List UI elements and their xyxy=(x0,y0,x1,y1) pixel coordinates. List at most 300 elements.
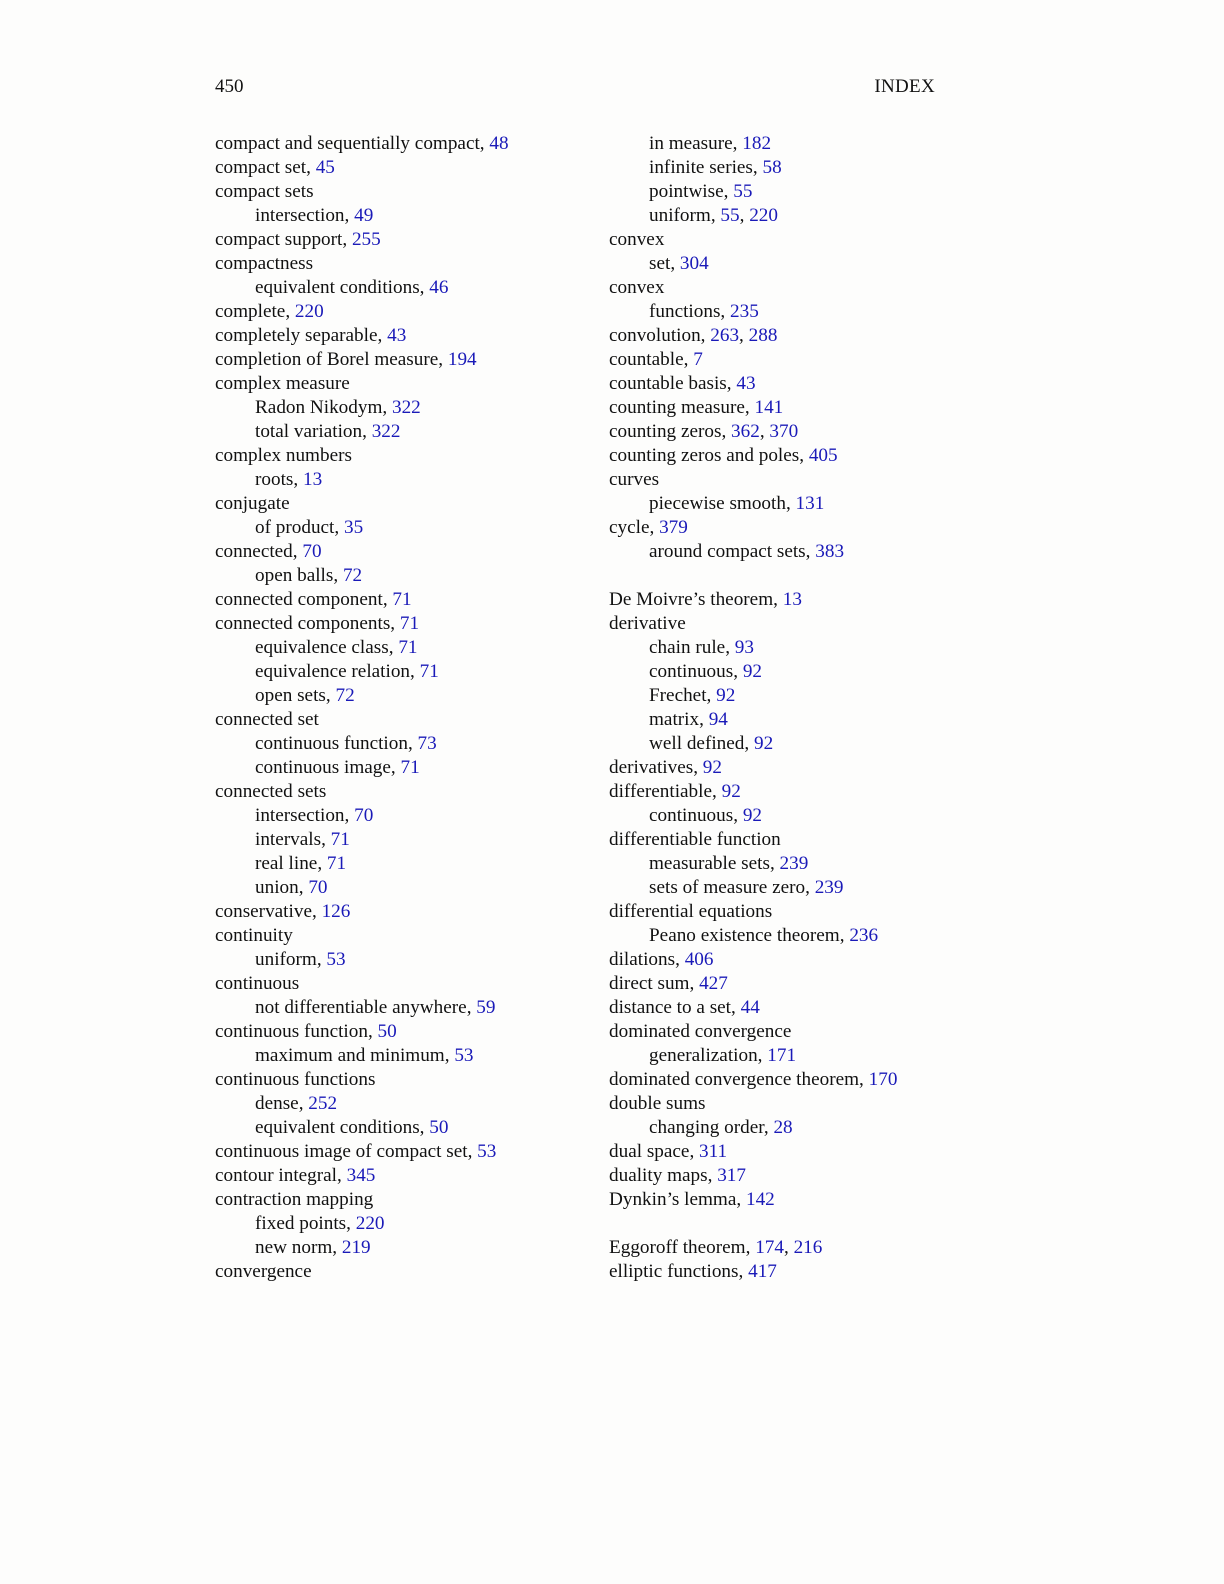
index-term: set xyxy=(649,253,671,274)
page-link[interactable]: 13 xyxy=(782,589,802,610)
index-subentry xyxy=(609,300,999,324)
page-refs: , 417 xyxy=(738,1261,777,1282)
page-link[interactable]: 220 xyxy=(294,301,324,322)
index-entry xyxy=(609,324,999,348)
page-link[interactable]: 43 xyxy=(387,325,407,346)
page-link[interactable]: 194 xyxy=(447,349,477,370)
index-entry xyxy=(215,1068,605,1092)
index-term: compactness xyxy=(215,253,314,274)
index-subentry xyxy=(609,708,999,732)
index-entry xyxy=(609,1020,999,1044)
index-entry xyxy=(609,588,999,612)
index-entry xyxy=(215,924,605,948)
index-term: convex xyxy=(609,277,665,298)
page-refs: , 71 xyxy=(382,589,412,610)
index-term: distance to a set xyxy=(609,997,732,1018)
page-link[interactable]: 131 xyxy=(795,493,825,514)
index-term: uniform xyxy=(649,205,711,226)
page-link[interactable]: 417 xyxy=(748,1261,777,1282)
page-link[interactable]: 405 xyxy=(808,445,838,466)
page-refs: , 70 xyxy=(344,805,374,826)
page-refs: , 94 xyxy=(699,709,728,730)
page-link[interactable]: 142 xyxy=(745,1189,775,1210)
index-term: completion of Borel measure xyxy=(215,349,439,370)
page-link[interactable]: 252 xyxy=(308,1093,338,1114)
page-link[interactable]: 35 xyxy=(344,517,364,538)
page-link[interactable]: 362 xyxy=(731,421,760,442)
page-refs: , 43 xyxy=(726,373,756,394)
index-entry xyxy=(609,372,999,396)
index-subentry xyxy=(215,1044,605,1068)
index-entry xyxy=(215,708,605,732)
index-term: elliptic functions xyxy=(609,1261,739,1282)
index-term: curves xyxy=(609,469,660,490)
index-subentry xyxy=(609,204,999,228)
page-refs: , 59 xyxy=(466,997,496,1018)
index-subentry xyxy=(215,1116,605,1140)
page-link[interactable]: 70 xyxy=(308,877,328,898)
page-link[interactable]: 53 xyxy=(326,949,346,970)
page-refs: , 427 xyxy=(689,973,728,994)
index-subentry xyxy=(215,756,605,780)
page-refs: , 45 xyxy=(306,157,335,178)
page-link[interactable]: 7 xyxy=(693,349,703,370)
index-term: compact and sequentially compact xyxy=(215,133,480,154)
index-term: open balls xyxy=(255,565,334,586)
index-subentry xyxy=(215,684,605,708)
index-term: countable basis xyxy=(609,373,727,394)
index-term: convolution xyxy=(609,325,701,346)
index-entry xyxy=(609,420,999,444)
index-entry xyxy=(215,1020,605,1044)
page-refs: , 73 xyxy=(407,733,437,754)
page-link[interactable]: 71 xyxy=(398,637,418,658)
page-link[interactable]: 220 xyxy=(355,1213,385,1234)
page-refs: , 71 xyxy=(390,613,420,634)
page-link[interactable]: 141 xyxy=(754,397,784,418)
index-term: De Moivre’s theorem xyxy=(609,589,774,610)
index-entry xyxy=(215,324,605,348)
index-term: continuous functions xyxy=(215,1069,376,1090)
index-entry xyxy=(609,1260,999,1284)
index-term: of product xyxy=(255,517,335,538)
index-subentry xyxy=(215,804,605,828)
page-refs: , 72 xyxy=(325,685,355,706)
page-refs: , 322 xyxy=(362,421,401,442)
page-refs: , 142 xyxy=(736,1189,775,1210)
page-refs: , 72 xyxy=(333,565,363,586)
index-term: intervals xyxy=(255,829,322,850)
index-term: equivalence relation xyxy=(255,661,411,682)
page-link[interactable]: 13 xyxy=(302,469,323,490)
page-link[interactable]: 58 xyxy=(762,157,782,178)
page-link[interactable]: 235 xyxy=(730,301,759,322)
page-refs: , 58 xyxy=(752,157,782,178)
page-link[interactable]: 345 xyxy=(346,1165,376,1186)
index-subentry xyxy=(609,180,999,204)
index-subentry xyxy=(215,1092,605,1116)
index-term: uniform xyxy=(255,949,317,970)
index-subentry xyxy=(215,996,605,1020)
page-link[interactable]: 72 xyxy=(342,565,363,586)
index-term: direct sum xyxy=(609,973,690,994)
page-refs: , 71 xyxy=(390,757,420,778)
page-refs: , 362, 370 xyxy=(721,421,799,442)
page-link[interactable]: 55 xyxy=(733,181,753,202)
index-term: changing order xyxy=(649,1117,764,1138)
index-term: contour integral xyxy=(215,1165,338,1186)
page-link[interactable]: 219 xyxy=(341,1237,371,1258)
index-term: completely separable xyxy=(215,325,378,346)
index-entry xyxy=(215,372,605,396)
page-refs: , 236 xyxy=(839,925,879,946)
index-entry xyxy=(609,444,999,468)
index-term: dominated convergence theorem xyxy=(609,1069,860,1090)
index-entry xyxy=(609,780,999,804)
page-link[interactable]: 170 xyxy=(868,1069,898,1090)
index-term: generalization xyxy=(649,1045,758,1066)
page-refs: , 92 xyxy=(733,805,762,826)
index-subentry xyxy=(609,852,999,876)
index-subentry xyxy=(215,276,605,300)
page-link[interactable]: 427 xyxy=(699,973,728,994)
index-subentry xyxy=(609,924,999,948)
index-entry xyxy=(609,948,999,972)
page-refs: , 235 xyxy=(720,301,759,322)
index-subentry xyxy=(609,732,999,756)
index-term: real line xyxy=(255,853,318,874)
index-term: equivalent conditions xyxy=(255,1117,420,1138)
index-term: functions xyxy=(649,301,721,322)
page-link[interactable]: 304 xyxy=(679,253,709,274)
page-link[interactable]: 126 xyxy=(321,901,351,922)
page-refs: , 174, 216 xyxy=(745,1237,823,1258)
index-term: double sums xyxy=(609,1093,706,1114)
index-entry xyxy=(215,588,605,612)
index-term: derivative xyxy=(609,613,686,634)
page-refs: , 239 xyxy=(805,877,844,898)
page-refs: , 53 xyxy=(467,1141,497,1162)
page-refs: , 49 xyxy=(344,205,374,226)
page-link[interactable]: 46 xyxy=(429,277,449,298)
index-term: complex measure xyxy=(215,373,350,394)
index-entry xyxy=(215,132,605,156)
page-link[interactable]: 49 xyxy=(354,205,374,226)
index-term: Dynkin’s lemma xyxy=(609,1189,737,1210)
page-refs: , 93 xyxy=(725,637,754,658)
page-link[interactable]: 92 xyxy=(721,781,741,802)
index-term: contraction mapping xyxy=(215,1189,374,1210)
page-refs: , 252 xyxy=(298,1093,338,1114)
index-entry xyxy=(609,972,999,996)
index-subentry xyxy=(215,732,605,756)
page-link[interactable]: 171 xyxy=(767,1045,797,1066)
index-term: fixed points xyxy=(255,1213,347,1234)
page-link[interactable]: 70 xyxy=(302,541,322,562)
index-subentry xyxy=(215,852,605,876)
index-term: differentiable function xyxy=(609,829,781,850)
index-subentry xyxy=(609,636,999,660)
page-refs: , 35 xyxy=(334,517,364,538)
index-term: convex xyxy=(609,229,665,250)
page-refs: , 304 xyxy=(670,253,709,274)
page-link[interactable]: 370 xyxy=(769,421,799,442)
index-term: counting zeros xyxy=(609,421,722,442)
page-refs: , 55, 220 xyxy=(710,205,778,226)
index-entry xyxy=(215,900,605,924)
index-entry xyxy=(609,1068,999,1092)
index-entry xyxy=(215,252,605,276)
page-link[interactable]: 71 xyxy=(400,757,420,778)
index-entry xyxy=(215,1260,605,1284)
page-link[interactable]: 71 xyxy=(399,613,420,634)
index-term: sets of measure zero xyxy=(649,877,806,898)
index-term: total variation xyxy=(255,421,363,442)
page-refs: , 406 xyxy=(675,949,714,970)
page-refs: , 170 xyxy=(859,1069,898,1090)
page-refs: , 53 xyxy=(444,1045,474,1066)
page-link[interactable]: 50 xyxy=(377,1021,397,1042)
index-subentry xyxy=(215,516,605,540)
page-refs: , 239 xyxy=(769,853,809,874)
index-entry xyxy=(609,756,999,780)
index-term: dual space xyxy=(609,1141,690,1162)
page-refs: , 263, 288 xyxy=(700,325,778,346)
page-link[interactable]: 45 xyxy=(315,157,335,178)
index-subentry xyxy=(215,828,605,852)
index-term: continuous function xyxy=(215,1021,368,1042)
page-link[interactable]: 220 xyxy=(749,205,778,226)
index-term: conjugate xyxy=(215,493,290,514)
page-refs: , 171 xyxy=(757,1045,797,1066)
page-link[interactable]: 239 xyxy=(814,877,844,898)
index-term: conservative xyxy=(215,901,312,922)
page-refs: , 182 xyxy=(732,133,772,154)
index-term: Radon Nikodym xyxy=(255,397,383,418)
index-term: cycle xyxy=(609,517,650,538)
page-link[interactable]: 236 xyxy=(849,925,879,946)
page-link[interactable]: 93 xyxy=(734,637,754,658)
index-term: intersection xyxy=(255,205,345,226)
index-subentry xyxy=(609,660,999,684)
page-refs: , 92 xyxy=(733,661,762,682)
page-link[interactable]: 73 xyxy=(417,733,437,754)
index-subentry xyxy=(609,876,999,900)
page-refs: , 317 xyxy=(707,1165,746,1186)
page-refs: , 383 xyxy=(805,541,845,562)
page-header xyxy=(215,76,935,102)
page-refs: , 53 xyxy=(316,949,346,970)
index-term: pointwise xyxy=(649,181,724,202)
page-link[interactable]: 70 xyxy=(354,805,374,826)
page-link[interactable]: 71 xyxy=(419,661,439,682)
page-refs: , 126 xyxy=(311,901,351,922)
index-entry xyxy=(609,228,999,252)
index-term: around compact sets xyxy=(649,541,806,562)
index-term: open sets xyxy=(255,685,326,706)
page-link[interactable]: 71 xyxy=(392,589,412,610)
index-entry xyxy=(609,1140,999,1164)
index-term: duality maps xyxy=(609,1165,708,1186)
page-link[interactable]: 263 xyxy=(710,325,740,346)
page-refs: , 71 xyxy=(410,661,439,682)
index-term: counting measure xyxy=(609,397,745,418)
index-term: dense xyxy=(255,1093,299,1114)
index-subentry xyxy=(609,684,999,708)
page-refs: , 322 xyxy=(382,397,421,418)
index-entry xyxy=(215,444,605,468)
page-link[interactable]: 383 xyxy=(815,541,845,562)
page-link[interactable]: 50 xyxy=(429,1117,449,1138)
index-subentry xyxy=(215,420,605,444)
index-entry xyxy=(215,1164,605,1188)
index-subentry xyxy=(609,1044,999,1068)
page-refs: , 92 xyxy=(706,685,736,706)
page-refs: , 71 xyxy=(317,853,347,874)
page-link[interactable]: 379 xyxy=(659,517,688,538)
index-entry xyxy=(215,492,605,516)
index-entry xyxy=(609,276,999,300)
page-link[interactable]: 72 xyxy=(335,685,355,706)
index-subentry xyxy=(215,1212,605,1236)
page-link[interactable]: 92 xyxy=(702,757,722,778)
page-link[interactable]: 317 xyxy=(717,1165,746,1186)
page-link[interactable]: 216 xyxy=(793,1237,823,1258)
index-entry xyxy=(215,540,605,564)
page-refs: , 13 xyxy=(293,469,323,490)
index-entry xyxy=(215,780,605,804)
index-subentry xyxy=(215,660,605,684)
index-term: Peano existence theorem xyxy=(649,925,840,946)
page-link[interactable]: 92 xyxy=(742,661,762,682)
page-refs: , 345 xyxy=(337,1165,376,1186)
page-refs: , 48 xyxy=(479,133,509,154)
page-refs: , 70 xyxy=(292,541,322,562)
index-entry xyxy=(215,1188,605,1212)
index-term: compact sets xyxy=(215,181,314,202)
index-subentry xyxy=(215,396,605,420)
index-subentry xyxy=(609,156,999,180)
page-refs: , 92 xyxy=(693,757,722,778)
index-term: derivatives xyxy=(609,757,694,778)
page-link[interactable]: 174 xyxy=(755,1237,784,1258)
page-refs: , 311 xyxy=(689,1141,728,1162)
index-term: infinite series xyxy=(649,157,753,178)
index-term: in measure xyxy=(649,133,733,154)
page-refs: , 141 xyxy=(744,397,784,418)
index-entry xyxy=(609,348,999,372)
page-link[interactable]: 322 xyxy=(371,421,401,442)
index-entry xyxy=(215,348,605,372)
page-link[interactable]: 322 xyxy=(391,397,421,418)
index-subentry xyxy=(609,804,999,828)
index-term: continuous xyxy=(649,661,734,682)
index-entry xyxy=(609,468,999,492)
index-entry xyxy=(609,996,999,1020)
index-term: Eggoroff theorem xyxy=(609,1237,746,1258)
index-entry xyxy=(215,156,605,180)
page-link[interactable]: 92 xyxy=(742,805,762,826)
page-refs: , 220 xyxy=(285,301,324,322)
page-refs: , 220 xyxy=(346,1213,385,1234)
running-title: INDEX xyxy=(874,76,935,97)
index-term: differentiable xyxy=(609,781,712,802)
page-refs: , 92 xyxy=(712,781,741,802)
page-link[interactable]: 28 xyxy=(773,1117,793,1138)
index-term: well defined xyxy=(649,733,745,754)
letter-group-spacer xyxy=(609,564,999,588)
page-link[interactable]: 71 xyxy=(326,853,347,874)
page-link[interactable]: 92 xyxy=(716,685,736,706)
index-term: countable xyxy=(609,349,684,370)
page-link[interactable]: 55 xyxy=(720,205,740,226)
index-term: maximum and minimum xyxy=(255,1045,445,1066)
page-refs: , 131 xyxy=(785,493,825,514)
page-refs: , 50 xyxy=(419,1117,449,1138)
page-refs: , 50 xyxy=(367,1021,397,1042)
page-refs: , 405 xyxy=(799,445,838,466)
page-link[interactable]: 53 xyxy=(454,1045,474,1066)
index-subentry xyxy=(215,204,605,228)
page-link[interactable]: 311 xyxy=(699,1141,728,1162)
letter-group-spacer xyxy=(609,1212,999,1236)
index-term: dilations xyxy=(609,949,676,970)
index-entry xyxy=(609,396,999,420)
index-term: equivalent conditions xyxy=(255,277,420,298)
page-link[interactable]: 53 xyxy=(477,1141,497,1162)
page-refs: , 219 xyxy=(332,1237,371,1258)
index-entry xyxy=(609,828,999,852)
page-link[interactable]: 288 xyxy=(748,325,778,346)
index-term: connected components xyxy=(215,613,391,634)
index-entry xyxy=(215,972,605,996)
index-column-right xyxy=(609,132,999,1284)
index-column-left xyxy=(215,132,605,1284)
page-link[interactable]: 406 xyxy=(684,949,714,970)
index-term: connected xyxy=(215,541,293,562)
page-link[interactable]: 43 xyxy=(736,373,756,394)
page-link[interactable]: 92 xyxy=(753,733,774,754)
page-refs: , 255 xyxy=(342,229,381,250)
page-refs: , 13 xyxy=(773,589,802,610)
index-term: intersection xyxy=(255,805,345,826)
page-link[interactable]: 48 xyxy=(489,133,509,154)
page-link[interactable]: 71 xyxy=(330,829,350,850)
page-link[interactable]: 44 xyxy=(740,997,760,1018)
index-entry xyxy=(609,1188,999,1212)
index-subentry xyxy=(215,468,605,492)
index-subentry xyxy=(609,1116,999,1140)
index-term: not differentiable anywhere xyxy=(255,997,467,1018)
index-entry xyxy=(609,1164,999,1188)
index-term: continuity xyxy=(215,925,293,946)
page-link[interactable]: 239 xyxy=(779,853,809,874)
page-refs: , 46 xyxy=(419,277,449,298)
page-link[interactable]: 59 xyxy=(476,997,496,1018)
index-term: compact support xyxy=(215,229,343,250)
index-term: continuous xyxy=(649,805,734,826)
index-subentry xyxy=(609,492,999,516)
index-term: complex numbers xyxy=(215,445,352,466)
index-entry xyxy=(215,228,605,252)
page-refs: , 379 xyxy=(649,517,688,538)
page-link[interactable]: 94 xyxy=(708,709,728,730)
index-term: continuous xyxy=(215,973,300,994)
index-term: complete xyxy=(215,301,286,322)
page-link[interactable]: 182 xyxy=(742,133,772,154)
index-subentry xyxy=(215,1236,605,1260)
page-link[interactable]: 255 xyxy=(351,229,381,250)
